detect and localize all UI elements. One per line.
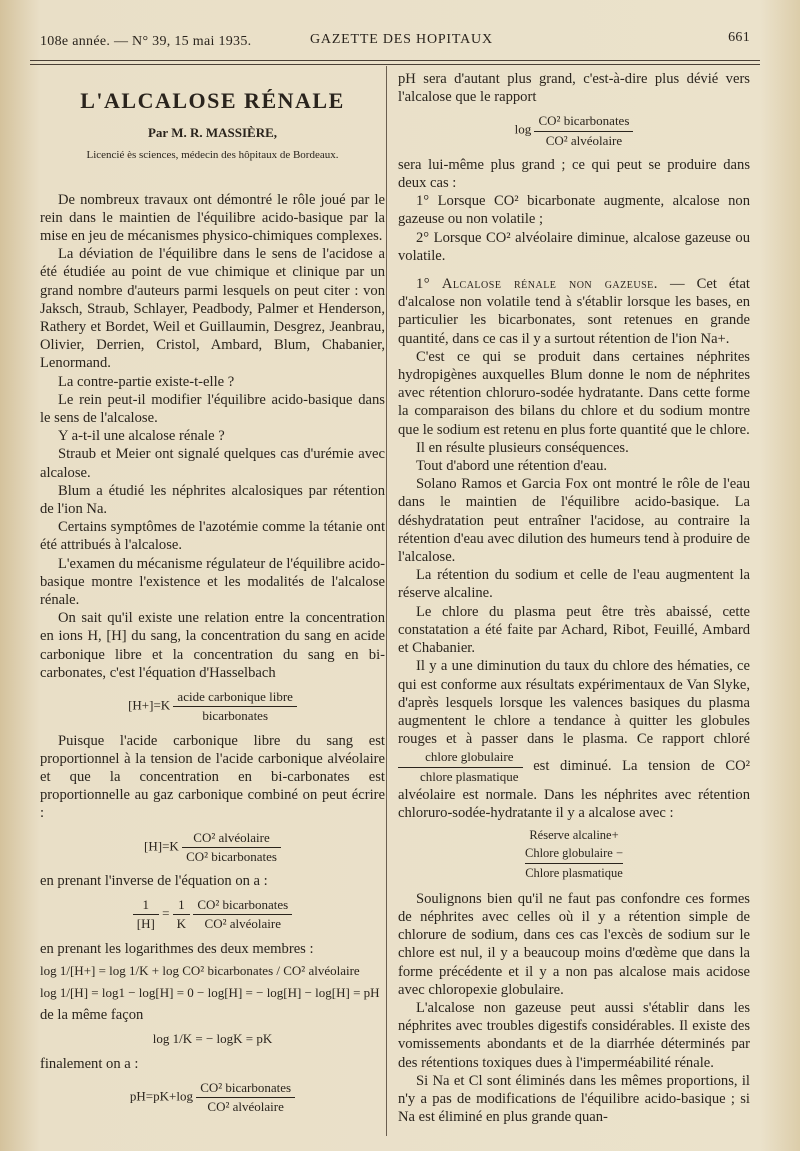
paragraph: Blum a étudié les néphrites alcalosiques par rétention de l'ion Na. xyxy=(40,482,385,518)
journal-name: GAZETTE DES HOPITAUX xyxy=(310,32,493,47)
page-number: 661 xyxy=(728,30,750,45)
paragraph: en prenant l'inverse de l'équation on a : xyxy=(40,872,268,889)
paragraph: L'alcalose non gazeuse peut aussi s'établir dans les néphrites avec troubles digestifs considérables. Il existe des vomissements abondants et de la diarrhée déterminés par des rétentions toxiques dues à l'imperméabilité rénale. xyxy=(398,999,750,1071)
column-divider xyxy=(386,66,387,1136)
right-column xyxy=(398,70,750,1126)
paragraph: On sait qu'il existe une relation entre la concentration en ions H, [H] du sang, la concentration du sang en acide carbonique libre et la concentration du sang en bi-carbonates, c'est l'équation d'Hasselbach xyxy=(40,610,385,681)
paragraph: 1° Lorsque CO² bicarbonate augmente, alcalose non gazeuse ou non volatile ; xyxy=(398,193,750,228)
equation-h-co2: [H]=K $\frac{\text{CO² alvéolaire}}{\text{CO² bicarbonates}}$ xyxy=(40,829,385,866)
issue-info: 108e année. — N° 39, 15 mai 1935. xyxy=(40,34,252,49)
left-column xyxy=(40,70,385,1122)
paragraph: C'est ce qui se produit dans certaines néphrites hydropigènes auxquelles Blum donne le nom de néphrites avec rétention chloruro-sodée hydratante. Dans cette forme la comparaison des bilans du chlore et du sodium montre que le sodium est retenu en plus forte quantité que le chlore. xyxy=(398,348,750,438)
paragraph: Y a-t-il une alcalose rénale ? xyxy=(58,428,225,445)
equation-log-2: log 1/[H] = log1 − log[H] = 0 − log[H] = − log[H] − log[H] = pH xyxy=(40,984,380,1000)
paragraph: de la même façon xyxy=(40,1007,144,1024)
section-paragraph: 1° Alcalose rénale non gazeuse. — Cet état d'alcalose non volatile tend à s'établir lorsque les bases, en particulier les bicarbonates, sont retenues en grande quantité, dans ce cas il y a surtout rétention de l'ion Na+. xyxy=(398,276,750,347)
paragraph: Le rein peut-il modifier l'équilibre acido-basique dans le sens de l'alcalose. xyxy=(40,391,385,427)
paragraph: La déviation de l'équilibre dans le sens de l'acidose a été étudiée au point de vue chimique et clinique par un grand nombre d'auteurs parmi lesquels on peut citer : von Jaksch, Straub, Schlayer, Peadbody, Palmer et Henderson, Rathery et Bordet, Weil et Guillaumin, Desgrez, Jeanbrau, Olivier, Derrien, Cristol, Ambard, Blum, Chabanier, Lenormand. xyxy=(40,246,385,372)
paragraph: De nombreux travaux ont démontré le rôle joué par le rein dans le maintien de l'équilibre acido-basique par la mise en jeu de mécanismes physico-chimiques complexes. xyxy=(40,191,385,245)
paragraph: Si Na et Cl sont éliminés dans les mêmes proportions, il n'y a pas de modifications de l'équilibre acido-basique ; si Na est éliminé en plus grande quan- xyxy=(398,1072,750,1126)
paragraph: pH sera d'autant plus grand, c'est-à-dire plus dévié vers l'alcalose que le rapport xyxy=(398,71,750,106)
paragraph: sera lui-même plus grand ; ce qui peut se produire dans deux cas : xyxy=(398,156,750,192)
equation-final-ph: pH=pK+log $\frac{\text{CO² bicarbonates}}{\text{CO² alvéolaire}}$ xyxy=(40,1079,385,1116)
paragraph: Il y a une diminution du taux du chlore des hématies, ce qui est conforme aux résultats expérimentaux de Van Slyke, d'après lesquels lorsque les valences basiques du plasma augmentent le chlore a tendance à quitter les globules rouges et à passer dans le plasma. Ce rapport chloré $\frac{\text{chlore globulaire}}{\text{chlore plasmatique}}$ est diminué. La tension de CO² alvéolaire est normale. Dans les néphrites avec rétention chloruro-sodée-hydratante il y a alcalose avec : xyxy=(398,658,751,821)
paragraph: Soulignons bien qu'il ne faut pas confondre ces formes de néphrites avec celles où il y a rétention simple de chlorure de sodium, dans ces cas l'excès de sodium sur le chlore est nul, il y a beaucoup moins d'œdème que dans la forme précédente et il y a non pas alcalose mais acidose avec chloropexie globulaire. xyxy=(398,890,750,998)
paragraph: en prenant les logarithmes des deux membres : xyxy=(40,940,314,957)
paragraph: Tout d'abord une rétention d'eau. xyxy=(416,458,608,475)
paragraph: finalement on a : xyxy=(40,1055,139,1072)
header-rule-bottom xyxy=(30,64,760,65)
paragraph: 2° Lorsque CO² alvéolaire diminue, alcalose gazeuse ou volatile. xyxy=(398,229,750,264)
equation-log-1: log 1/[H+] = log 1/K + log CO² bicarbonates / CO² alvéolaire xyxy=(40,962,360,978)
header-rule-top xyxy=(30,60,760,61)
paragraph: Solano Ramos et Garcia Fox ont montré le rôle de l'eau dans le maintien de l'équilibre acido-basique. La déshydratation peut entraîner l'acidose, au contraire la rétention d'eau avec dilution des humeurs tend à produire de l'alcalose. xyxy=(398,476,750,566)
article-title: L'ALCALOSE RÉNALE xyxy=(80,88,345,113)
paragraph: Le chlore du plasma peut être très abaissé, cette constatation a été faite par Achard, Ribot, Feuillé, Ambard et Chabanier. xyxy=(398,603,750,657)
section-heading: 1° Alcalose rénale non gazeuse. xyxy=(416,276,658,293)
paragraph: Certains symptômes de l'azotémie comme la tétanie ont été attribués à l'alcalose. xyxy=(40,519,385,554)
paragraph: La rétention du sodium et celle de l'eau augmentent la réserve alcaline. xyxy=(398,567,750,602)
author-affiliation: Licencié ès sciences, médecin des hôpitaux de Bordeaux. xyxy=(86,149,339,162)
paragraph: Il en résulte plusieurs conséquences. xyxy=(416,439,629,456)
article-author: Par M. R. MASSIÈRE, xyxy=(147,125,278,141)
equation-hasselbach: [H+]=K $\frac{\text{acide carbonique libre}}{\text{bicarbonates}}$ xyxy=(40,688,385,725)
alcalose-summary: Réserve alcaline+ Chlore globulaire − Chlore plasmatique xyxy=(525,828,623,880)
paragraph: Straub et Meier ont signalé quelques cas d'urémie avec alcalose. xyxy=(40,446,385,481)
page-header xyxy=(40,30,750,52)
equation-pk: log 1/K = − logK = pK xyxy=(152,1031,273,1047)
equation-inverse: $\frac{1}{[H]}$ = $\frac{1}{K}$ $\frac{\text{CO² bicarbonates}}{\text{CO² alvéolaire}}$ xyxy=(40,896,385,933)
paragraph: Puisque l'acide carbonique libre du sang est proportionnel à la tension de l'acide carbonique alvéolaire et que la concentration en bi-carbonates est proportionnelle au gaz carbonique combiné on peut écrire : xyxy=(40,732,385,822)
paragraph: La contre-partie existe-t-elle ? xyxy=(58,373,235,390)
equation-log-ratio: log $\frac{\text{CO² bicarbonates}}{\text{CO² alvéolaire}}$ xyxy=(398,112,750,149)
paragraph: L'examen du mécanisme régulateur de l'équilibre acido-basique montre l'existence et les modalités de l'alcalose rénale. xyxy=(40,555,385,609)
